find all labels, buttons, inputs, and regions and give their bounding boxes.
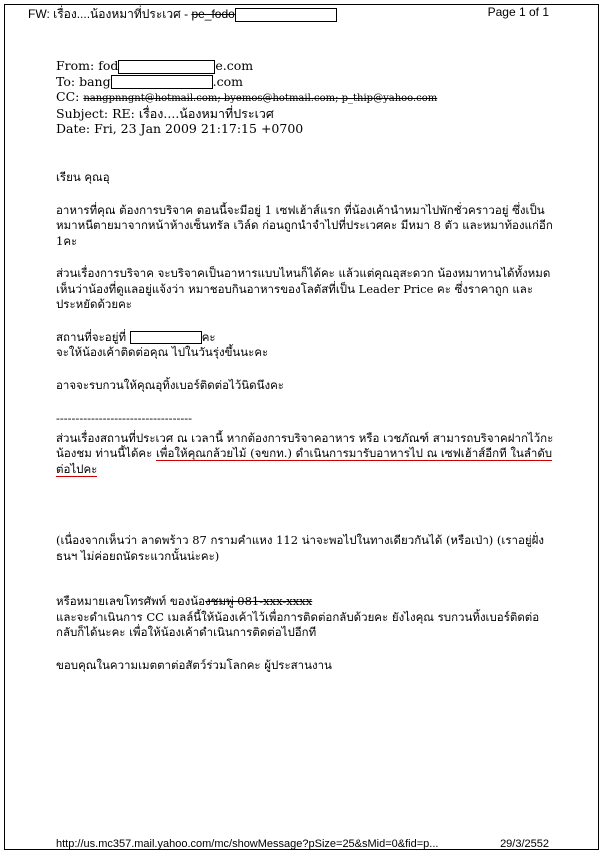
separator: ----------------------------------- bbox=[56, 411, 193, 425]
cc-line: CC: nangpnngnt@hotmail.com; byemos@hotmail.com; p_thip@yahoo.com bbox=[56, 89, 438, 104]
header-title: FW: เรื่อง....น้องหมาที่ประเวศ - pe_fodo bbox=[28, 5, 337, 24]
paragraph-donation-type: ส่วนเรื่องการบริจาค จะบริจาคเป็นอาหารแบบไหนก็ได้คะ แล้วแต่คุณอุสะดวก น้องหมาทานได้ทั้งหมด เห็นว่าน้องที่ดูแลอยู่แจ้งว่า หมาชอบกินอาหารของโลตัสที่เป็น Leader Price คะ ซึ่งราคาถูก และประหยัดด้วยคะ bbox=[56, 266, 551, 311]
date-line: Date: Fri, 23 Jan 2009 21:17:15 +0700 bbox=[56, 121, 304, 136]
paragraph-note: (เนื่องจากเห็นว่า ลาดพร้าว 87 กรามคำแหง 112 น่าจะพอไปในทางเดียวกันได้ (หรือเป่า) (เราอยู่ฝั่งธนฯ ไม่ค่อยถนัดระแวกนั้นน่ะคะ) bbox=[56, 533, 544, 563]
footer-url[interactable]: http://us.mc357.mail.yahoo.com/mc/showMessage?pSize=25&sMid=0&fid=p... bbox=[56, 838, 439, 850]
redaction-box bbox=[235, 8, 337, 22]
redaction-box bbox=[118, 60, 215, 74]
paragraph-phone: หรือหมายเลขโทรศัพท์ ของน้องชมพู่ 081-xxx-xxxx และจะดำเนินการ CC เมลล์นี้ให้น้องเค้าไว้เพื่อการติดต่อกลับด้วยคะ ยังไงคุณ รบกวนทิ้งเบอร์ติดต่อกลับก็ได้นะคะ เพื่อให้น้องเค้าดำเนินการติดต่อไปอีกที bbox=[56, 594, 540, 639]
email-headers bbox=[56, 58, 437, 136]
footer-date: 29/3/2552 bbox=[500, 838, 549, 850]
subject-line: Subject: RE: เรื่อง....น้องหมาที่ประเวศ bbox=[56, 106, 274, 121]
email-body bbox=[56, 170, 556, 690]
page-number: Page 1 of 1 bbox=[487, 5, 549, 19]
greeting: เรียน คุณอุ bbox=[56, 170, 110, 184]
redaction-box bbox=[111, 75, 213, 89]
header-title-tail: pe_fodo bbox=[191, 7, 235, 21]
redaction-box bbox=[130, 331, 202, 344]
paragraph-thanks: ขอบคุณในความเมตตาต่อสัตว์ร่วมโลกคะ ผู้ประสานงาน bbox=[56, 657, 332, 672]
from-line: From: fod e.com bbox=[56, 58, 254, 73]
paragraph-location: สถานที่จะอยู่ที่ คะ จะให้น้องเค้าติดต่อคุณ ไปในวันรุ่งขึ้นนะคะ bbox=[56, 329, 269, 359]
paragraph-prawet: ส่วนเรื่องสถานที่ประเวศ ณ เวลานี้ หากต้องการบริจาคอาหาร หรือ เวชภัณฑ์ สามารถบริจาคฝากไว้กะน้องชม ท่านนี้ได้คะ เพื่อให้คุณกล้วยไม้ (จขกท.) ดำเนินการมารับอาหารไป ณ เซฟเฮ้าส์อีกที ในลำดับต่อไปคะ bbox=[56, 430, 554, 476]
paragraph-contact-request: อาจจะรบกวนให้คุณอุทิ้งเบอร์ติดต่อไว้นิดนึงคะ bbox=[56, 377, 284, 392]
to-line: To: bang .com bbox=[56, 73, 243, 89]
paragraph-food: อาหารที่คุณ ต้องการบริจาค ตอนนี้จะมีอยู่ 1 เซฟเฮ้าส์แรก ที่น้องเค้านำหมาไปพักชั่วคราวอยู่ ซึ่งเป็นหมาหนีตายมาจากหน้าห้างเซ็นทรัล เวิล์ด ก่อนถูกนำจำไปที่ประเวศคะ มีหมา 8 ตัว และหมาท้องแก่อีก 1คะ bbox=[56, 202, 553, 248]
